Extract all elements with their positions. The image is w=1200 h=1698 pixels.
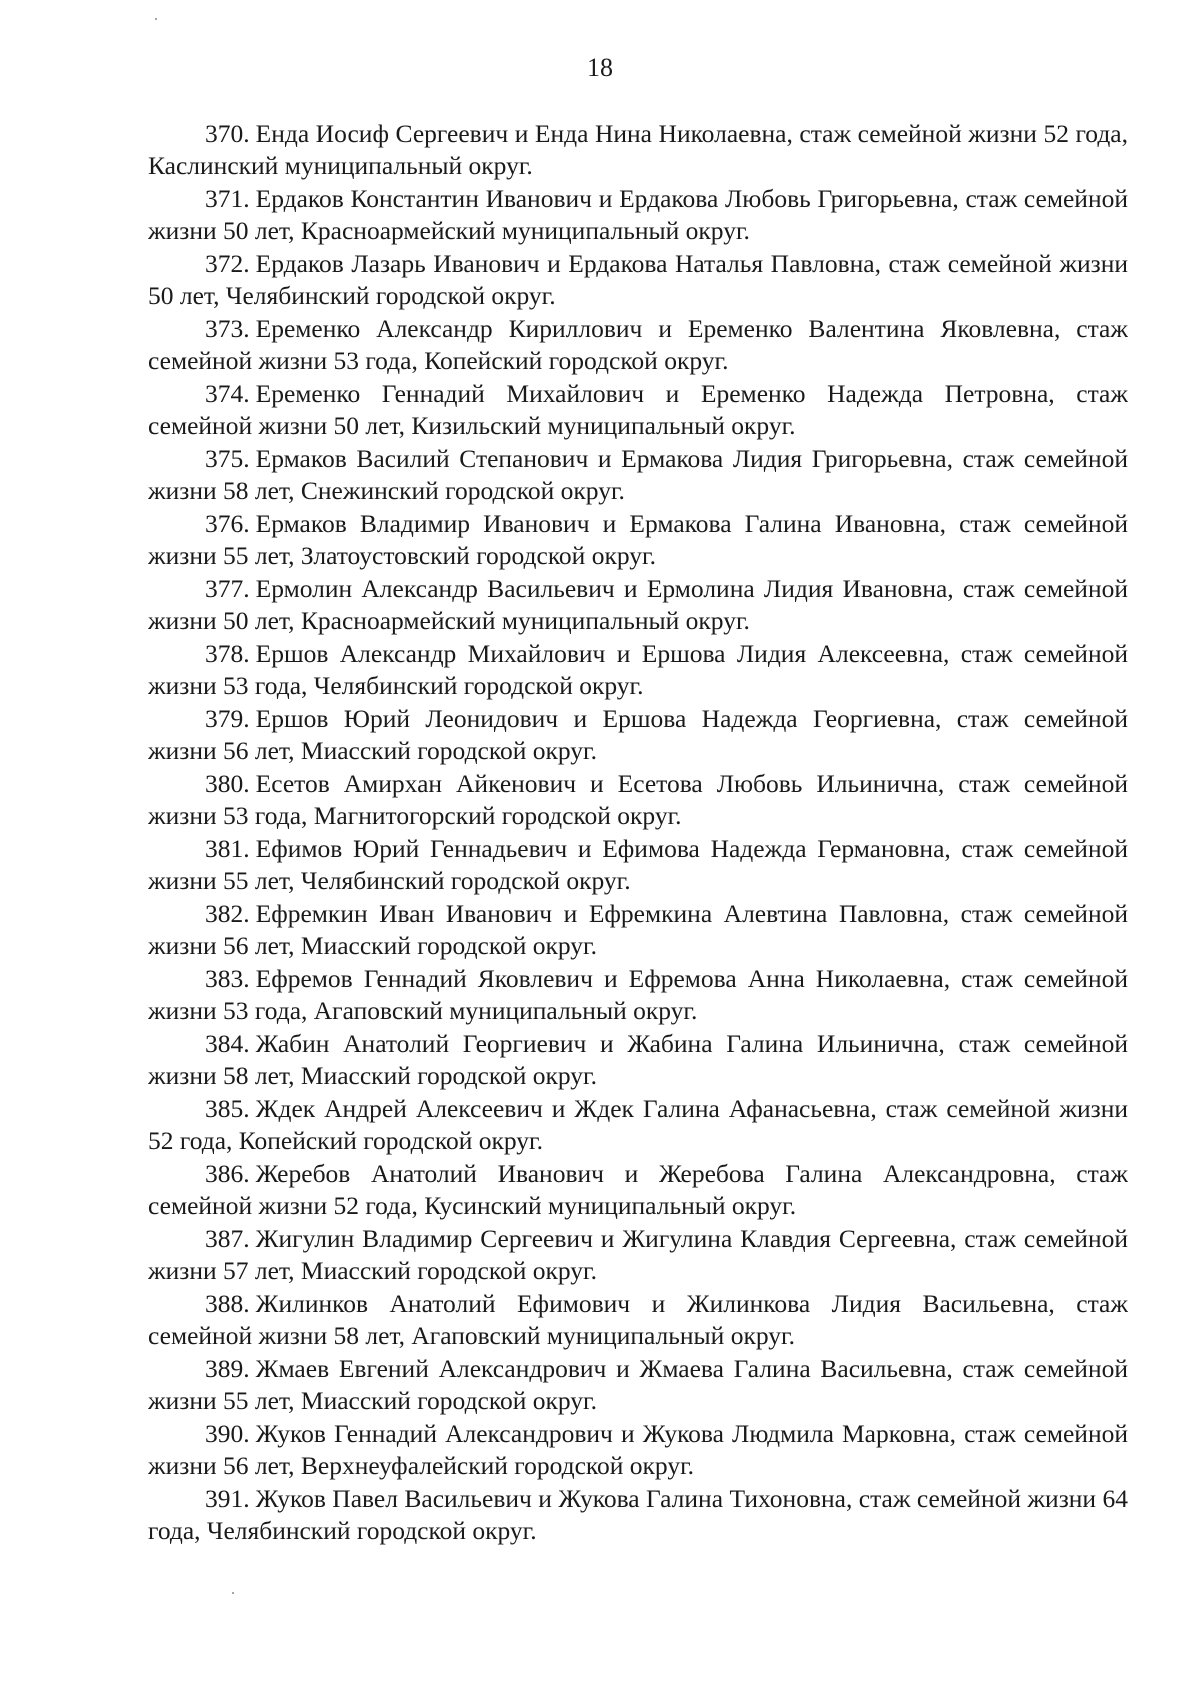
entry-text: Ефимов Юрий Геннадьевич и Ефимова Надежда Германовна, стаж семейной жизни 55 лет, Челябинский городской округ. — [148, 834, 1128, 895]
list-item — [148, 1223, 1128, 1288]
list-item — [148, 833, 1128, 898]
entry-number: 374. — [205, 379, 250, 408]
entry-text: Жеребов Анатолий Иванович и Жеребова Галина Александровна, стаж семейной жизни 52 года, Кусинский муниципальный округ. — [148, 1159, 1128, 1220]
list-item — [148, 313, 1128, 378]
entry-text: Жабин Анатолий Георгиевич и Жабина Галина Ильинична, стаж семейной жизни 58 лет, Миасский городской округ. — [148, 1029, 1128, 1090]
entry-number: 381. — [205, 834, 250, 863]
entry-text: Ердаков Константин Иванович и Ердакова Любовь Григорьевна, стаж семейной жизни 50 лет, Красноармейский муниципальный округ. — [148, 184, 1128, 245]
list-item — [148, 378, 1128, 443]
list-item — [148, 508, 1128, 573]
list-item — [148, 1028, 1128, 1093]
entry-text: Ермаков Владимир Иванович и Ермакова Галина Ивановна, стаж семейной жизни 55 лет, Златоустовский городской округ. — [148, 509, 1128, 570]
scan-speck — [155, 18, 157, 20]
list-item — [148, 443, 1128, 508]
entry-text: Еременко Геннадий Михайлович и Еременко Надежда Петровна, стаж семейной жизни 50 лет, Кизильский муниципальный округ. — [148, 379, 1128, 440]
entry-number: 370. — [205, 119, 250, 148]
list-item — [148, 183, 1128, 248]
list-item — [148, 248, 1128, 313]
entry-text: Жилинков Анатолий Ефимович и Жилинкова Лидия Васильевна, стаж семейной жизни 58 лет, Агаповский муниципальный округ. — [148, 1289, 1128, 1350]
list-item — [148, 1158, 1128, 1223]
entry-text: Енда Иосиф Сергеевич и Енда Нина Николаевна, стаж семейной жизни 52 года, Каслинский муниципальный округ. — [148, 119, 1128, 180]
entry-text: Ершов Александр Михайлович и Ершова Лидия Алексеевна, стаж семейной жизни 53 года, Челябинский городской округ. — [148, 639, 1128, 700]
entry-text: Еременко Александр Кириллович и Еременко Валентина Яковлевна, стаж семейной жизни 53 года, Копейский городской округ. — [148, 314, 1128, 375]
entry-number: 378. — [205, 639, 250, 668]
entry-number: 383. — [205, 964, 250, 993]
entry-number: 375. — [205, 444, 250, 473]
entry-number: 379. — [205, 704, 250, 733]
entries-list — [148, 118, 1128, 1548]
list-item — [148, 898, 1128, 963]
list-item — [148, 1093, 1128, 1158]
entry-text: Жигулин Владимир Сергеевич и Жигулина Клавдия Сергеевна, стаж семейной жизни 57 лет, Миасский городской округ. — [148, 1224, 1128, 1285]
entry-text: Ефремкин Иван Иванович и Ефремкина Алевтина Павловна, стаж семейной жизни 56 лет, Миасский городской округ. — [148, 899, 1128, 960]
page-number: 18 — [587, 53, 613, 82]
list-item — [148, 638, 1128, 703]
entry-text: Ждек Андрей Алексеевич и Ждек Галина Афанасьевна, стаж семейной жизни 52 года, Копейский городской округ. — [148, 1094, 1128, 1155]
entry-number: 382. — [205, 899, 250, 928]
list-item — [148, 768, 1128, 833]
scan-speck — [232, 1592, 234, 1594]
entry-number: 376. — [205, 509, 250, 538]
entry-text: Ефремов Геннадий Яковлевич и Ефремова Анна Николаевна, стаж семейной жизни 53 года, Агаповский муниципальный округ. — [148, 964, 1128, 1025]
entry-number: 389. — [205, 1354, 250, 1383]
entry-number: 391. — [205, 1484, 250, 1513]
list-item — [148, 1418, 1128, 1483]
entry-number: 384. — [205, 1029, 250, 1058]
list-item — [148, 703, 1128, 768]
entry-number: 387. — [205, 1224, 250, 1253]
entry-text: Жуков Павел Васильевич и Жукова Галина Тихоновна, стаж семейной жизни 64 года, Челябинский городской округ. — [148, 1484, 1128, 1545]
entry-number: 388. — [205, 1289, 250, 1318]
entry-number: 386. — [205, 1159, 250, 1188]
entry-text: Жмаев Евгений Александрович и Жмаева Галина Васильевна, стаж семейной жизни 55 лет, Миасский городской округ. — [148, 1354, 1128, 1415]
entry-number: 380. — [205, 769, 250, 798]
entry-text: Ершов Юрий Леонидович и Ершова Надежда Георгиевна, стаж семейной жизни 56 лет, Миасский городской округ. — [148, 704, 1128, 765]
entry-text: Ердаков Лазарь Иванович и Ердакова Наталья Павловна, стаж семейной жизни 50 лет, Челябинский городской округ. — [148, 249, 1128, 310]
entry-number: 377. — [205, 574, 250, 603]
entry-text: Жуков Геннадий Александрович и Жукова Людмила Марковна, стаж семейной жизни 56 лет, Верхнеуфалейский городской округ. — [148, 1419, 1128, 1480]
entry-text: Есетов Амирхан Айкенович и Есетова Любовь Ильинична, стаж семейной жизни 53 года, Магнитогорский городской округ. — [148, 769, 1128, 830]
entry-text: Ермолин Александр Васильевич и Ермолина Лидия Ивановна, стаж семейной жизни 50 лет, Красноармейский муниципальный округ. — [148, 574, 1128, 635]
list-item — [148, 1353, 1128, 1418]
entry-number: 371. — [205, 184, 250, 213]
entry-number: 390. — [205, 1419, 250, 1448]
list-item — [148, 573, 1128, 638]
list-item — [148, 963, 1128, 1028]
list-item — [148, 118, 1128, 183]
entry-number: 385. — [205, 1094, 250, 1123]
entry-text: Ермаков Василий Степанович и Ермакова Лидия Григорьевна, стаж семейной жизни 58 лет, Снежинский городской округ. — [148, 444, 1128, 505]
list-item — [148, 1288, 1128, 1353]
entry-number: 372. — [205, 249, 250, 278]
list-item — [148, 1483, 1128, 1548]
entry-number: 373. — [205, 314, 250, 343]
